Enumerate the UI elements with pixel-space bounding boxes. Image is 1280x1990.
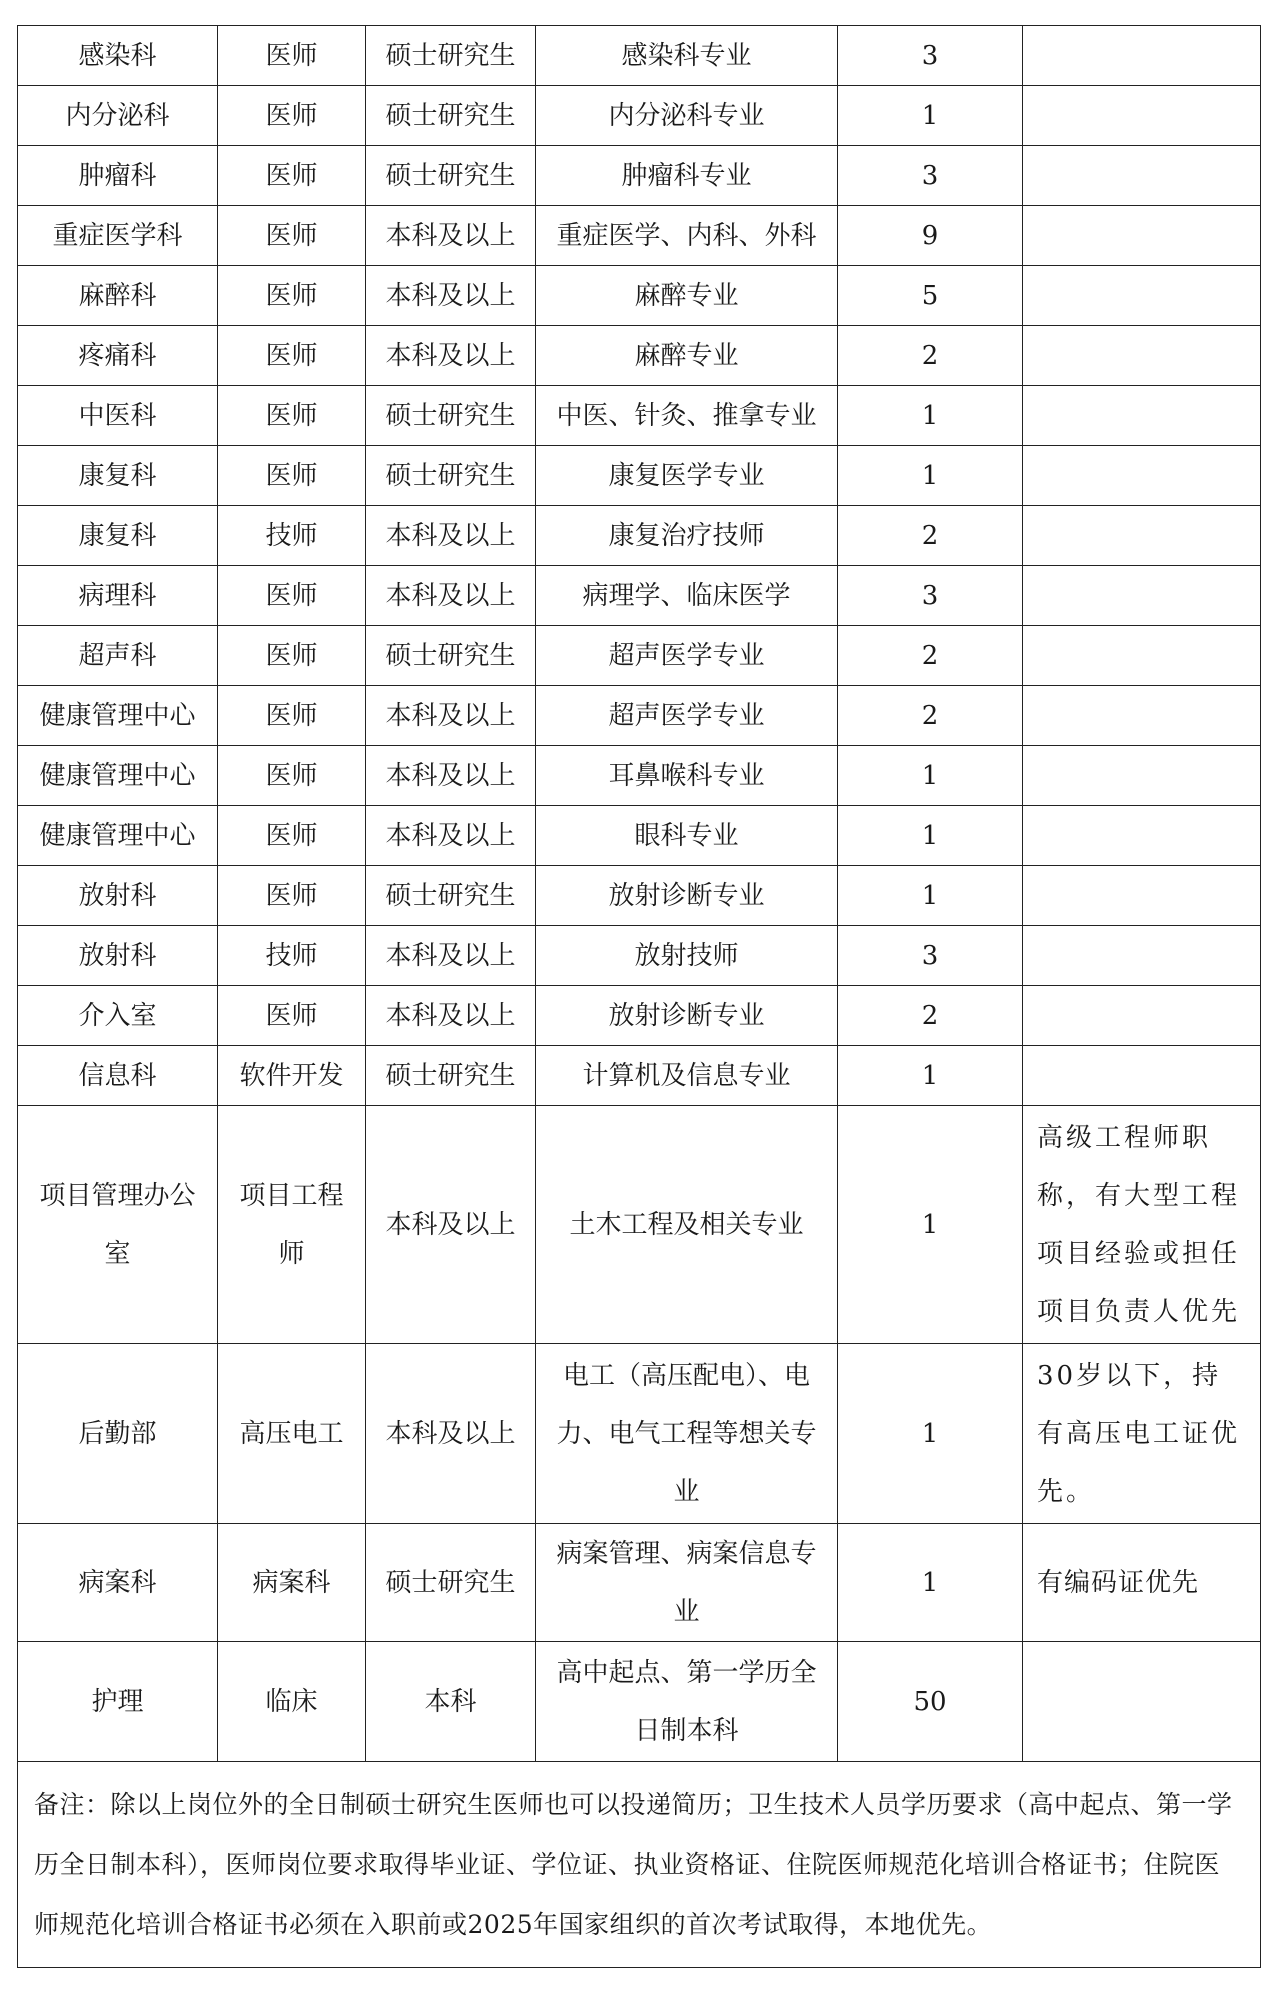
education-cell: 硕士研究生	[366, 86, 536, 146]
table-row	[18, 1344, 1261, 1524]
table-row	[18, 506, 1261, 566]
major-cell: 内分泌科专业	[536, 86, 838, 146]
position-cell: 高压电工	[218, 1344, 366, 1524]
table-row	[18, 206, 1261, 266]
note-cell	[1023, 866, 1261, 926]
dept-cell: 后勤部	[18, 1344, 218, 1524]
dept-cell: 放射科	[18, 866, 218, 926]
dept-cell: 健康管理中心	[18, 686, 218, 746]
table-row	[18, 926, 1261, 986]
table-row	[18, 626, 1261, 686]
note-cell	[1023, 326, 1261, 386]
dept-cell: 健康管理中心	[18, 806, 218, 866]
table-row	[18, 1046, 1261, 1106]
note-cell	[1023, 746, 1261, 806]
position-cell: 医师	[218, 146, 366, 206]
count-cell: 1	[838, 1524, 1023, 1642]
note-cell: 30岁以下，持有高压电工证优先。	[1023, 1344, 1261, 1524]
education-cell: 本科及以上	[366, 1106, 536, 1344]
major-cell: 中医、针灸、推拿专业	[536, 386, 838, 446]
note-cell	[1023, 1642, 1261, 1762]
education-cell: 本科及以上	[366, 746, 536, 806]
note-cell	[1023, 566, 1261, 626]
major-cell: 眼科专业	[536, 806, 838, 866]
count-cell: 50	[838, 1642, 1023, 1762]
note-cell	[1023, 266, 1261, 326]
note-cell: 高级工程师职称，有大型工程项目经验或担任项目负责人优先	[1023, 1106, 1261, 1344]
remark-row	[18, 1762, 1261, 1968]
dept-cell: 超声科	[18, 626, 218, 686]
dept-cell: 疼痛科	[18, 326, 218, 386]
table-row	[18, 1642, 1261, 1762]
position-cell: 医师	[218, 566, 366, 626]
table-row	[18, 746, 1261, 806]
major-cell: 计算机及信息专业	[536, 1046, 838, 1106]
position-cell: 医师	[218, 86, 366, 146]
table-row	[18, 26, 1261, 86]
count-cell: 1	[838, 806, 1023, 866]
major-cell: 病案管理、病案信息专业	[536, 1524, 838, 1642]
education-cell: 本科及以上	[366, 926, 536, 986]
major-cell: 超声医学专业	[536, 686, 838, 746]
note-cell	[1023, 806, 1261, 866]
education-cell: 硕士研究生	[366, 626, 536, 686]
dept-cell: 康复科	[18, 506, 218, 566]
note-cell	[1023, 146, 1261, 206]
note-cell: 有编码证优先	[1023, 1524, 1261, 1642]
dept-cell: 中医科	[18, 386, 218, 446]
major-cell: 放射诊断专业	[536, 866, 838, 926]
major-cell: 康复医学专业	[536, 446, 838, 506]
position-cell: 病案科	[218, 1524, 366, 1642]
major-cell: 放射诊断专业	[536, 986, 838, 1046]
table-row	[18, 86, 1261, 146]
note-cell	[1023, 926, 1261, 986]
count-cell: 1	[838, 86, 1023, 146]
count-cell: 1	[838, 1046, 1023, 1106]
education-cell: 硕士研究生	[366, 446, 536, 506]
count-cell: 1	[838, 446, 1023, 506]
count-cell: 2	[838, 626, 1023, 686]
count-cell: 2	[838, 506, 1023, 566]
recruitment-table-page	[17, 25, 1260, 1968]
position-cell: 医师	[218, 206, 366, 266]
education-cell: 本科及以上	[366, 506, 536, 566]
major-cell: 耳鼻喉科专业	[536, 746, 838, 806]
remark-text: 备注：除以上岗位外的全日制硕士研究生医师也可以投递简历；卫生技术人员学历要求（高中起点、第一学历全日制本科），医师岗位要求取得毕业证、学位证、执业资格证、住院医师规范化培训合格证书；住院医师规范化培训合格证书必须在入职前或2025年国家组织的首次考试取得，本地优先。	[18, 1762, 1261, 1968]
dept-cell: 信息科	[18, 1046, 218, 1106]
position-cell: 软件开发	[218, 1046, 366, 1106]
count-cell: 1	[838, 746, 1023, 806]
major-cell: 电工（高压配电）、电力、电气工程等想关专业	[536, 1344, 838, 1524]
major-cell: 感染科专业	[536, 26, 838, 86]
major-cell: 康复治疗技师	[536, 506, 838, 566]
position-cell: 临床	[218, 1642, 366, 1762]
education-cell: 本科及以上	[366, 566, 536, 626]
note-cell	[1023, 626, 1261, 686]
position-cell: 医师	[218, 686, 366, 746]
table-row	[18, 446, 1261, 506]
position-cell: 技师	[218, 506, 366, 566]
education-cell: 硕士研究生	[366, 386, 536, 446]
education-cell: 本科及以上	[366, 1344, 536, 1524]
count-cell: 3	[838, 26, 1023, 86]
dept-cell: 感染科	[18, 26, 218, 86]
table-row	[18, 986, 1261, 1046]
table-row	[18, 686, 1261, 746]
dept-cell: 病案科	[18, 1524, 218, 1642]
position-cell: 医师	[218, 746, 366, 806]
note-cell	[1023, 686, 1261, 746]
dept-cell: 麻醉科	[18, 266, 218, 326]
count-cell: 1	[838, 386, 1023, 446]
education-cell: 本科	[366, 1642, 536, 1762]
table-row	[18, 146, 1261, 206]
major-cell: 肿瘤科专业	[536, 146, 838, 206]
table-row	[18, 806, 1261, 866]
major-cell: 土木工程及相关专业	[536, 1106, 838, 1344]
table-row	[18, 266, 1261, 326]
major-cell: 重症医学、内科、外科	[536, 206, 838, 266]
count-cell: 9	[838, 206, 1023, 266]
position-cell: 医师	[218, 326, 366, 386]
dept-cell: 病理科	[18, 566, 218, 626]
note-cell	[1023, 206, 1261, 266]
table-row	[18, 386, 1261, 446]
education-cell: 本科及以上	[366, 806, 536, 866]
position-cell: 医师	[218, 266, 366, 326]
count-cell: 1	[838, 1344, 1023, 1524]
dept-cell: 介入室	[18, 986, 218, 1046]
note-cell	[1023, 386, 1261, 446]
dept-cell: 肿瘤科	[18, 146, 218, 206]
count-cell: 1	[838, 1106, 1023, 1344]
position-cell: 项目工程师	[218, 1106, 366, 1344]
education-cell: 硕士研究生	[366, 146, 536, 206]
dept-cell: 内分泌科	[18, 86, 218, 146]
count-cell: 5	[838, 266, 1023, 326]
note-cell	[1023, 986, 1261, 1046]
major-cell: 病理学、临床医学	[536, 566, 838, 626]
position-cell: 医师	[218, 986, 366, 1046]
major-cell: 超声医学专业	[536, 626, 838, 686]
table-body	[18, 26, 1261, 1968]
count-cell: 3	[838, 146, 1023, 206]
recruitment-table	[17, 25, 1261, 1968]
count-cell: 1	[838, 866, 1023, 926]
major-cell: 麻醉专业	[536, 326, 838, 386]
count-cell: 2	[838, 686, 1023, 746]
dept-cell: 康复科	[18, 446, 218, 506]
dept-cell: 放射科	[18, 926, 218, 986]
count-cell: 2	[838, 986, 1023, 1046]
note-cell	[1023, 86, 1261, 146]
position-cell: 医师	[218, 446, 366, 506]
table-row	[18, 566, 1261, 626]
education-cell: 硕士研究生	[366, 26, 536, 86]
table-row	[18, 1524, 1261, 1642]
education-cell: 本科及以上	[366, 206, 536, 266]
education-cell: 硕士研究生	[366, 1046, 536, 1106]
note-cell	[1023, 1046, 1261, 1106]
education-cell: 本科及以上	[366, 326, 536, 386]
note-cell	[1023, 446, 1261, 506]
position-cell: 医师	[218, 26, 366, 86]
education-cell: 硕士研究生	[366, 866, 536, 926]
dept-cell: 重症医学科	[18, 206, 218, 266]
position-cell: 技师	[218, 926, 366, 986]
major-cell: 高中起点、第一学历全日制本科	[536, 1642, 838, 1762]
position-cell: 医师	[218, 386, 366, 446]
table-row	[18, 866, 1261, 926]
table-row	[18, 326, 1261, 386]
major-cell: 麻醉专业	[536, 266, 838, 326]
major-cell: 放射技师	[536, 926, 838, 986]
dept-cell: 护理	[18, 1642, 218, 1762]
count-cell: 3	[838, 926, 1023, 986]
dept-cell: 健康管理中心	[18, 746, 218, 806]
education-cell: 本科及以上	[366, 986, 536, 1046]
education-cell: 本科及以上	[366, 686, 536, 746]
count-cell: 2	[838, 326, 1023, 386]
education-cell: 本科及以上	[366, 266, 536, 326]
dept-cell: 项目管理办公室	[18, 1106, 218, 1344]
table-row	[18, 1106, 1261, 1344]
position-cell: 医师	[218, 866, 366, 926]
position-cell: 医师	[218, 806, 366, 866]
position-cell: 医师	[218, 626, 366, 686]
note-cell	[1023, 26, 1261, 86]
count-cell: 3	[838, 566, 1023, 626]
education-cell: 硕士研究生	[366, 1524, 536, 1642]
note-cell	[1023, 506, 1261, 566]
